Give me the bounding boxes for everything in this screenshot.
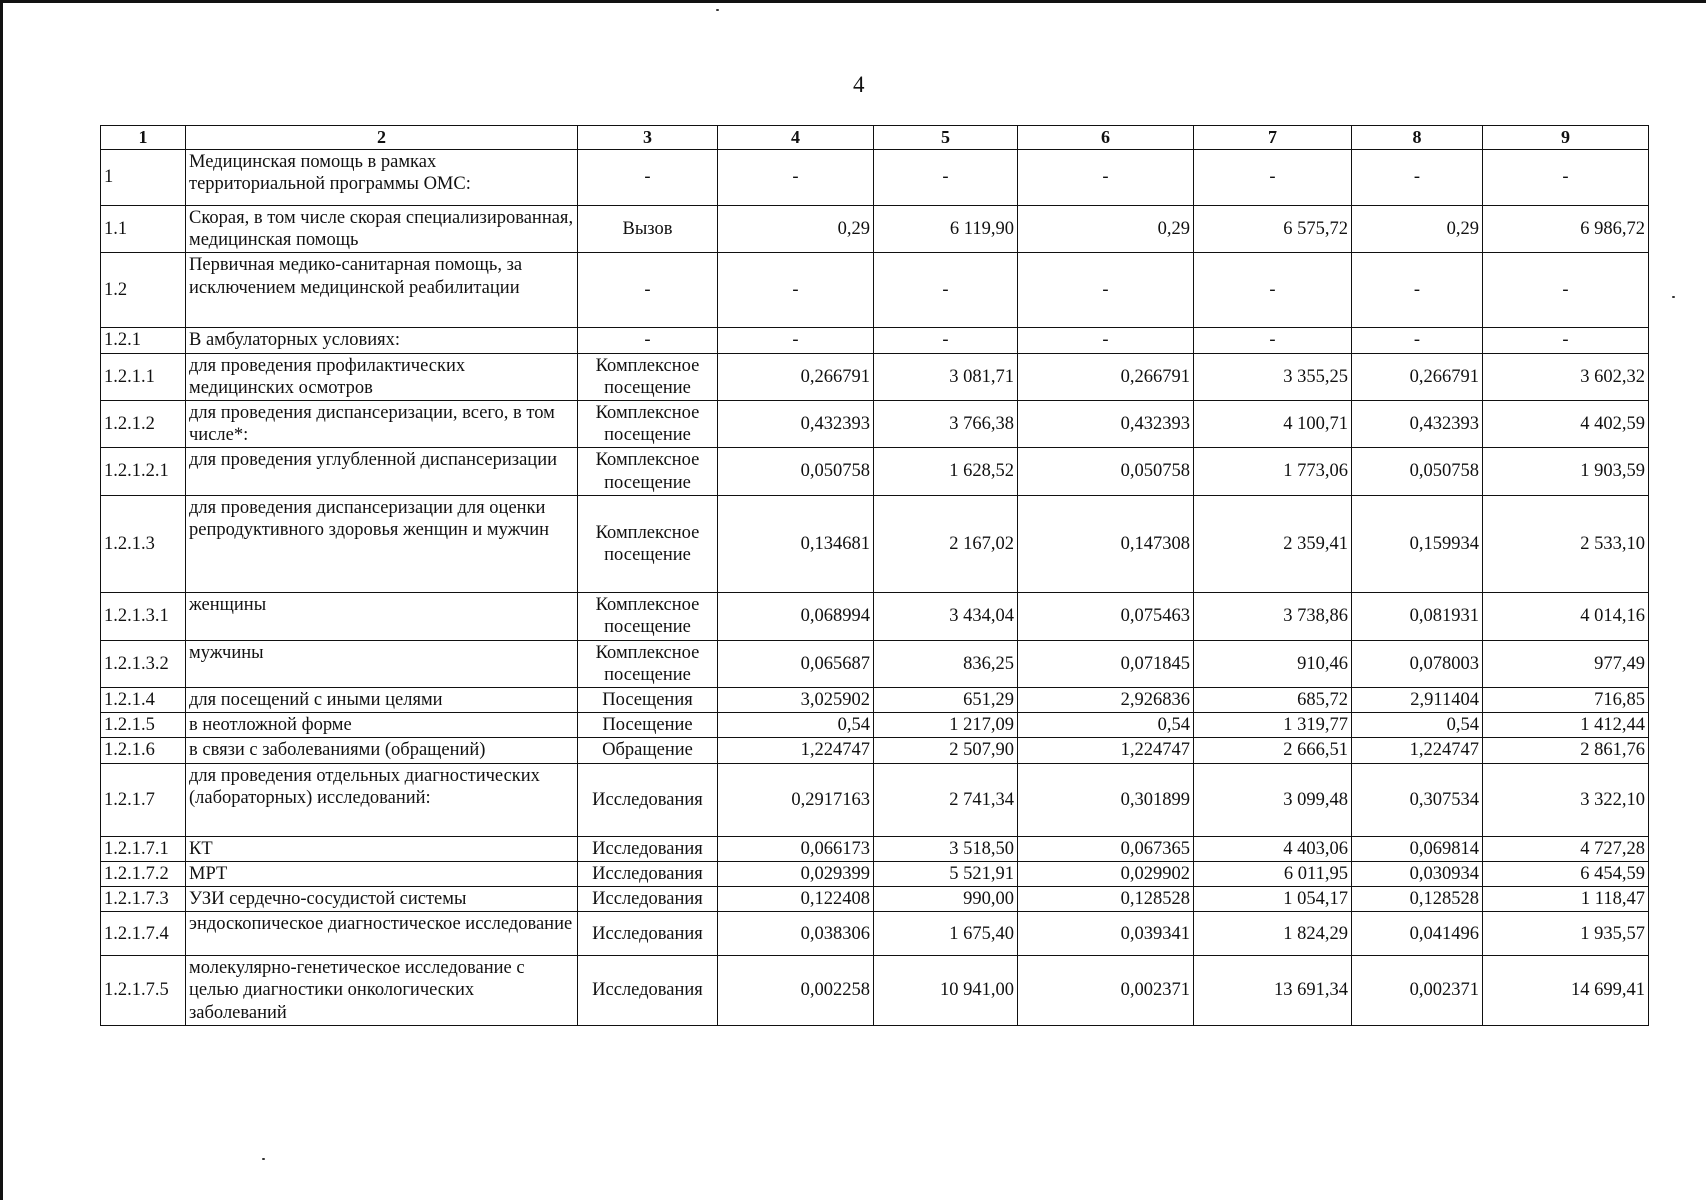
cell-col-9: 1 903,59	[1483, 448, 1649, 495]
cell-col-7: 6 011,95	[1194, 861, 1352, 886]
cell-col-7: 1 824,29	[1194, 912, 1352, 956]
cell-col-9: -	[1483, 253, 1649, 328]
cell-row-number: 1.2.1.3.1	[101, 592, 186, 640]
cell-col-4: 0,432393	[718, 400, 874, 447]
table-row	[101, 956, 1649, 1026]
cell-col-6: 0,029902	[1018, 861, 1194, 886]
cell-service-name: для проведения отдельных диагностических (лабораторных) исследований:	[186, 763, 578, 836]
cell-col-6: 0,147308	[1018, 495, 1194, 592]
cell-col-5: 1 628,52	[874, 448, 1018, 495]
cell-col-5: 10 941,00	[874, 956, 1018, 1026]
header-col-9: 9	[1483, 126, 1649, 150]
cell-col-8: 0,29	[1352, 206, 1483, 253]
cell-unit: Исследования	[578, 861, 718, 886]
cell-col-4: -	[718, 150, 874, 206]
cell-col-4: 0,068994	[718, 592, 874, 640]
cell-service-name: В амбулаторных условиях:	[186, 328, 578, 353]
cell-col-5: 1 675,40	[874, 912, 1018, 956]
cell-col-9: 716,85	[1483, 688, 1649, 713]
cell-row-number: 1.2	[101, 253, 186, 328]
cell-row-number: 1.2.1.7.4	[101, 912, 186, 956]
table-body	[101, 150, 1649, 1026]
table-row	[101, 150, 1649, 206]
cell-unit: Вызов	[578, 206, 718, 253]
table-row	[101, 688, 1649, 713]
cell-col-4: -	[718, 253, 874, 328]
cell-col-9: 6 454,59	[1483, 861, 1649, 886]
cell-col-5: 990,00	[874, 887, 1018, 912]
header-col-4: 4	[718, 126, 874, 150]
cell-col-7: 3 099,48	[1194, 763, 1352, 836]
cell-unit: Исследования	[578, 763, 718, 836]
cell-service-name: мужчины	[186, 640, 578, 687]
cell-unit: Комплексное посещение	[578, 640, 718, 687]
cell-service-name: для проведения диспансеризации, всего, в том числе*:	[186, 400, 578, 447]
cell-col-8: 0,002371	[1352, 956, 1483, 1026]
cell-col-9: 4 727,28	[1483, 836, 1649, 861]
cell-service-name: Первичная медико-санитарная помощь, за исключением медицинской реабилитации	[186, 253, 578, 328]
cell-col-8: 1,224747	[1352, 738, 1483, 763]
cell-col-7: -	[1194, 328, 1352, 353]
cell-col-9: 977,49	[1483, 640, 1649, 687]
cell-col-6: 1,224747	[1018, 738, 1194, 763]
cell-unit: Посещения	[578, 688, 718, 713]
cell-col-4: 0,54	[718, 713, 874, 738]
cell-col-7: 1 773,06	[1194, 448, 1352, 495]
table-row	[101, 592, 1649, 640]
cell-col-6: 0,075463	[1018, 592, 1194, 640]
cell-col-5: 3 081,71	[874, 353, 1018, 400]
cell-service-name: для проведения профилактических медицинских осмотров	[186, 353, 578, 400]
header-col-6: 6	[1018, 126, 1194, 150]
cell-col-4: 0,122408	[718, 887, 874, 912]
cell-service-name: Скорая, в том числе скорая специализированная, медицинская помощь	[186, 206, 578, 253]
cell-unit: Комплексное посещение	[578, 353, 718, 400]
cell-col-8: 0,030934	[1352, 861, 1483, 886]
cell-col-9: 4 014,16	[1483, 592, 1649, 640]
header-col-1: 1	[101, 126, 186, 150]
header-col-2: 2	[186, 126, 578, 150]
cell-col-8: 0,307534	[1352, 763, 1483, 836]
table-row	[101, 253, 1649, 328]
cell-unit: Исследования	[578, 836, 718, 861]
cell-col-7: -	[1194, 150, 1352, 206]
cell-col-8: 0,432393	[1352, 400, 1483, 447]
cell-unit: Комплексное посещение	[578, 592, 718, 640]
data-table	[100, 125, 1649, 1026]
cell-row-number: 1.2.1.5	[101, 713, 186, 738]
scan-speck	[1672, 296, 1675, 298]
cell-col-4: -	[718, 328, 874, 353]
cell-col-9: 1 935,57	[1483, 912, 1649, 956]
cell-col-8: -	[1352, 253, 1483, 328]
cell-col-4: 0,2917163	[718, 763, 874, 836]
table-row	[101, 400, 1649, 447]
cell-col-5: 651,29	[874, 688, 1018, 713]
cell-col-5: 836,25	[874, 640, 1018, 687]
cell-service-name: для проведения углубленной диспансеризации	[186, 448, 578, 495]
cell-col-7: 910,46	[1194, 640, 1352, 687]
cell-col-8: 0,078003	[1352, 640, 1483, 687]
cell-unit: Исследования	[578, 956, 718, 1026]
cell-col-6: -	[1018, 253, 1194, 328]
cell-col-6: 0,067365	[1018, 836, 1194, 861]
cell-row-number: 1.2.1	[101, 328, 186, 353]
cell-col-7: 2 666,51	[1194, 738, 1352, 763]
cell-col-4: 0,002258	[718, 956, 874, 1026]
cell-col-4: 3,025902	[718, 688, 874, 713]
cell-unit: Комплексное посещение	[578, 400, 718, 447]
cell-service-name: для посещений с иными целями	[186, 688, 578, 713]
cell-row-number: 1.2.1.2	[101, 400, 186, 447]
cell-row-number: 1.2.1.7.1	[101, 836, 186, 861]
cell-col-5: 1 217,09	[874, 713, 1018, 738]
cell-col-5: 5 521,91	[874, 861, 1018, 886]
cell-col-4: 1,224747	[718, 738, 874, 763]
cell-row-number: 1.2.1.4	[101, 688, 186, 713]
cell-service-name: УЗИ сердечно-сосудистой системы	[186, 887, 578, 912]
cell-row-number: 1.2.1.3	[101, 495, 186, 592]
cell-col-8: -	[1352, 150, 1483, 206]
cell-col-5: 2 167,02	[874, 495, 1018, 592]
cell-col-7: 6 575,72	[1194, 206, 1352, 253]
cell-row-number: 1.2.1.2.1	[101, 448, 186, 495]
cell-service-name: в связи с заболеваниями (обращений)	[186, 738, 578, 763]
cell-service-name: КТ	[186, 836, 578, 861]
cell-row-number: 1.1	[101, 206, 186, 253]
cell-col-9: 3 322,10	[1483, 763, 1649, 836]
cell-col-7: 685,72	[1194, 688, 1352, 713]
cell-col-7: 4 100,71	[1194, 400, 1352, 447]
cell-col-6: 0,29	[1018, 206, 1194, 253]
cell-col-5: 6 119,90	[874, 206, 1018, 253]
header-col-8: 8	[1352, 126, 1483, 150]
cell-col-8: 2,911404	[1352, 688, 1483, 713]
cell-col-8: 0,041496	[1352, 912, 1483, 956]
cell-col-5: -	[874, 328, 1018, 353]
cell-col-6: -	[1018, 328, 1194, 353]
table-row	[101, 738, 1649, 763]
cell-col-5: 2 741,34	[874, 763, 1018, 836]
cell-col-7: 3 355,25	[1194, 353, 1352, 400]
header-col-5: 5	[874, 126, 1018, 150]
table-row	[101, 448, 1649, 495]
cell-col-7: 13 691,34	[1194, 956, 1352, 1026]
cell-col-5: -	[874, 253, 1018, 328]
cell-unit: -	[578, 328, 718, 353]
cell-col-7: -	[1194, 253, 1352, 328]
cell-col-9: 3 602,32	[1483, 353, 1649, 400]
cell-col-8: 0,159934	[1352, 495, 1483, 592]
table-row	[101, 763, 1649, 836]
scan-speck	[262, 1158, 265, 1160]
cell-service-name: в неотложной форме	[186, 713, 578, 738]
cell-col-8: 0,54	[1352, 713, 1483, 738]
cell-col-7: 4 403,06	[1194, 836, 1352, 861]
cell-service-name: МРТ	[186, 861, 578, 886]
cell-col-5: 2 507,90	[874, 738, 1018, 763]
cell-row-number: 1	[101, 150, 186, 206]
cell-col-6: 0,071845	[1018, 640, 1194, 687]
table-row	[101, 353, 1649, 400]
cell-unit: Посещение	[578, 713, 718, 738]
table-header	[101, 126, 1649, 150]
cell-row-number: 1.2.1.6	[101, 738, 186, 763]
cell-col-6: 0,050758	[1018, 448, 1194, 495]
cell-col-4: 0,029399	[718, 861, 874, 886]
cell-col-8: 0,069814	[1352, 836, 1483, 861]
cell-col-9: 4 402,59	[1483, 400, 1649, 447]
cell-col-7: 1 054,17	[1194, 887, 1352, 912]
cell-row-number: 1.2.1.7.3	[101, 887, 186, 912]
cell-unit: Комплексное посещение	[578, 448, 718, 495]
cell-col-4: 0,065687	[718, 640, 874, 687]
table-row	[101, 887, 1649, 912]
cell-col-6: 0,54	[1018, 713, 1194, 738]
cell-service-name: женщины	[186, 592, 578, 640]
cell-col-8: 0,266791	[1352, 353, 1483, 400]
table-row	[101, 713, 1649, 738]
header-col-3: 3	[578, 126, 718, 150]
cell-unit: -	[578, 150, 718, 206]
cell-col-5: 3 766,38	[874, 400, 1018, 447]
table-row	[101, 836, 1649, 861]
cell-service-name: молекулярно-генетическое исследование с целью диагностики онкологических заболеваний	[186, 956, 578, 1026]
table-row	[101, 328, 1649, 353]
cell-col-9: 2 861,76	[1483, 738, 1649, 763]
cell-col-8: 0,050758	[1352, 448, 1483, 495]
scan-speck	[716, 9, 719, 11]
cell-col-9: 14 699,41	[1483, 956, 1649, 1026]
cell-col-4: 0,266791	[718, 353, 874, 400]
cell-unit: Обращение	[578, 738, 718, 763]
cell-unit: Исследования	[578, 912, 718, 956]
cell-row-number: 1.2.1.1	[101, 353, 186, 400]
cell-col-8: -	[1352, 328, 1483, 353]
cell-row-number: 1.2.1.7	[101, 763, 186, 836]
cell-col-7: 2 359,41	[1194, 495, 1352, 592]
cell-unit: Комплексное посещение	[578, 495, 718, 592]
table-row	[101, 495, 1649, 592]
cell-col-4: 0,050758	[718, 448, 874, 495]
cell-service-name: для проведения диспансеризации для оценки репродуктивного здоровья женщин и мужчин	[186, 495, 578, 592]
cell-col-7: 1 319,77	[1194, 713, 1352, 738]
cell-col-4: 0,066173	[718, 836, 874, 861]
cell-col-6: 0,128528	[1018, 887, 1194, 912]
cell-col-6: 0,039341	[1018, 912, 1194, 956]
page-number: 4	[853, 72, 865, 97]
cell-row-number: 1.2.1.7.2	[101, 861, 186, 886]
cell-row-number: 1.2.1.7.5	[101, 956, 186, 1026]
cell-col-5: -	[874, 150, 1018, 206]
cell-col-8: 0,128528	[1352, 887, 1483, 912]
cell-col-4: 0,29	[718, 206, 874, 253]
header-row	[101, 126, 1649, 150]
cell-col-4: 0,038306	[718, 912, 874, 956]
cell-col-9: -	[1483, 328, 1649, 353]
cell-col-6: 0,002371	[1018, 956, 1194, 1026]
cell-col-9: 2 533,10	[1483, 495, 1649, 592]
cell-col-6: 0,266791	[1018, 353, 1194, 400]
cell-col-8: 0,081931	[1352, 592, 1483, 640]
cell-service-name: эндоскопическое диагностическое исследование	[186, 912, 578, 956]
cell-col-9: 1 412,44	[1483, 713, 1649, 738]
table-row	[101, 861, 1649, 886]
cell-col-6: 0,301899	[1018, 763, 1194, 836]
cell-col-6: 2,926836	[1018, 688, 1194, 713]
table-row	[101, 640, 1649, 687]
cell-col-5: 3 518,50	[874, 836, 1018, 861]
cell-col-7: 3 738,86	[1194, 592, 1352, 640]
cell-unit: -	[578, 253, 718, 328]
cell-col-6: 0,432393	[1018, 400, 1194, 447]
header-col-7: 7	[1194, 126, 1352, 150]
cell-col-5: 3 434,04	[874, 592, 1018, 640]
cell-service-name: Медицинская помощь в рамках территориальной программы ОМС:	[186, 150, 578, 206]
cell-row-number: 1.2.1.3.2	[101, 640, 186, 687]
cell-col-4: 0,134681	[718, 495, 874, 592]
table-row	[101, 206, 1649, 253]
table-row	[101, 912, 1649, 956]
cell-unit: Исследования	[578, 887, 718, 912]
cell-col-9: 1 118,47	[1483, 887, 1649, 912]
cell-col-6: -	[1018, 150, 1194, 206]
cell-col-9: 6 986,72	[1483, 206, 1649, 253]
cell-col-9: -	[1483, 150, 1649, 206]
